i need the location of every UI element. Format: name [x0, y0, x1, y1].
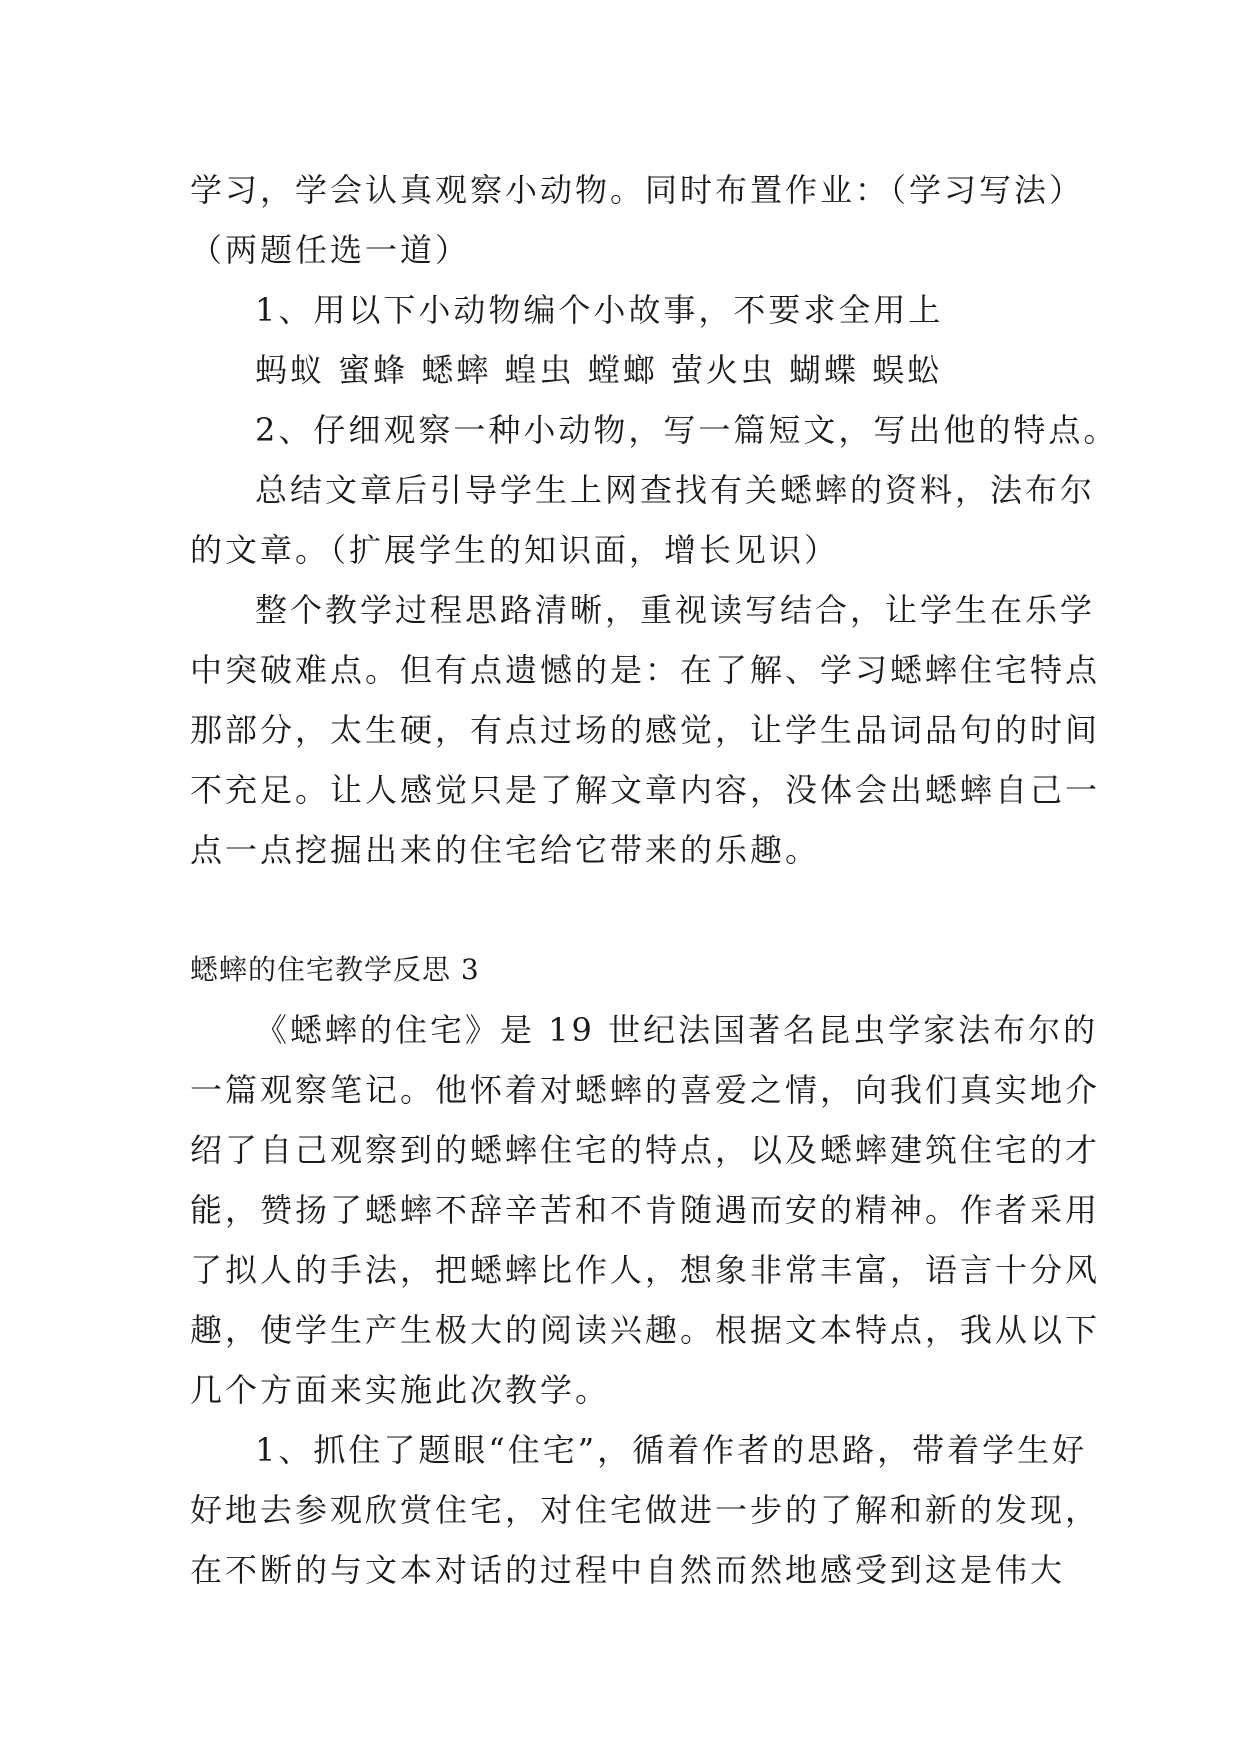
text-line: 1、抓住了题眼“住宅”，循着作者的思路，带着学生好 [255, 1431, 1088, 1469]
task-1: 1、用以下小动物编个小故事，不要求全用上 [255, 291, 944, 329]
text-line: 几个方面来实施此次教学。 [190, 1371, 611, 1409]
text-line: 总结文章后引导学生上网查找有关蟋蟀的资料，法布尔 [255, 471, 1096, 509]
text-line: 了拟人的手法，把蟋蟀比作人，想象非常丰富，语言十分风 [190, 1251, 1101, 1289]
section-title: 蟋蟀的住宅教学反思 3 [190, 953, 480, 986]
animal-list: 蚂蚁 蜜蜂 蟋蟀 蝗虫 螳螂 萤火虫 蝴蝶 蜈蚣 [255, 351, 943, 389]
spacer [190, 880, 1050, 940]
document-page [190, 160, 1119, 1600]
text-line: 趣，使学生产生极大的阅读兴趣。根据文本特点，我从以下 [190, 1311, 1101, 1349]
text-line: 整个教学过程思路清晰，重视读写结合，让学生在乐学 [255, 591, 1096, 629]
text-line: 中突破难点。但有点遗憾的是：在了解、学习蟋蟀住宅特点 [190, 651, 1101, 689]
text-line: 《蟋蟀的住宅》是 19 世纪法国著名昆虫学家法布尔的 [255, 1011, 1099, 1049]
text-line: 绍了自己观察到的蟋蟀住宅的特点，以及蟋蟀建筑住宅的才 [190, 1131, 1101, 1169]
text-line: 那部分，太生硬，有点过场的感觉，让学生品词品句的时间 [190, 711, 1101, 749]
text-line: 一篇观察笔记。他怀着对蟋蟀的喜爱之情，向我们真实地介 [190, 1071, 1101, 1109]
text-line: 在不断的与文本对话的过程中自然而然地感受到这是伟大 [190, 1551, 1066, 1589]
task-2: 2、仔细观察一种小动物，写一篇短文，写出他的特点。 [255, 411, 1119, 449]
text-line: 的文章。（扩展学生的知识面，增长见识） [190, 531, 840, 569]
text-line: （两题任选一道） [190, 231, 471, 269]
text-line: 学习，学会认真观察小动物。同时布置作业：（学习写法） [190, 171, 1085, 209]
text-line: 点一点挖掘出来的住宅给它带来的乐趣。 [190, 831, 821, 869]
text-line: 不充足。让人感觉只是了解文章内容，没体会出蟋蟀自己一 [190, 771, 1101, 809]
text-line: 好地去参观欣赏住宅，对住宅做进一步的了解和新的发现， [190, 1491, 1101, 1529]
text-line: 能，赞扬了蟋蟀不辞辛苦和不肯随遇而安的精神。作者采用 [190, 1191, 1101, 1229]
